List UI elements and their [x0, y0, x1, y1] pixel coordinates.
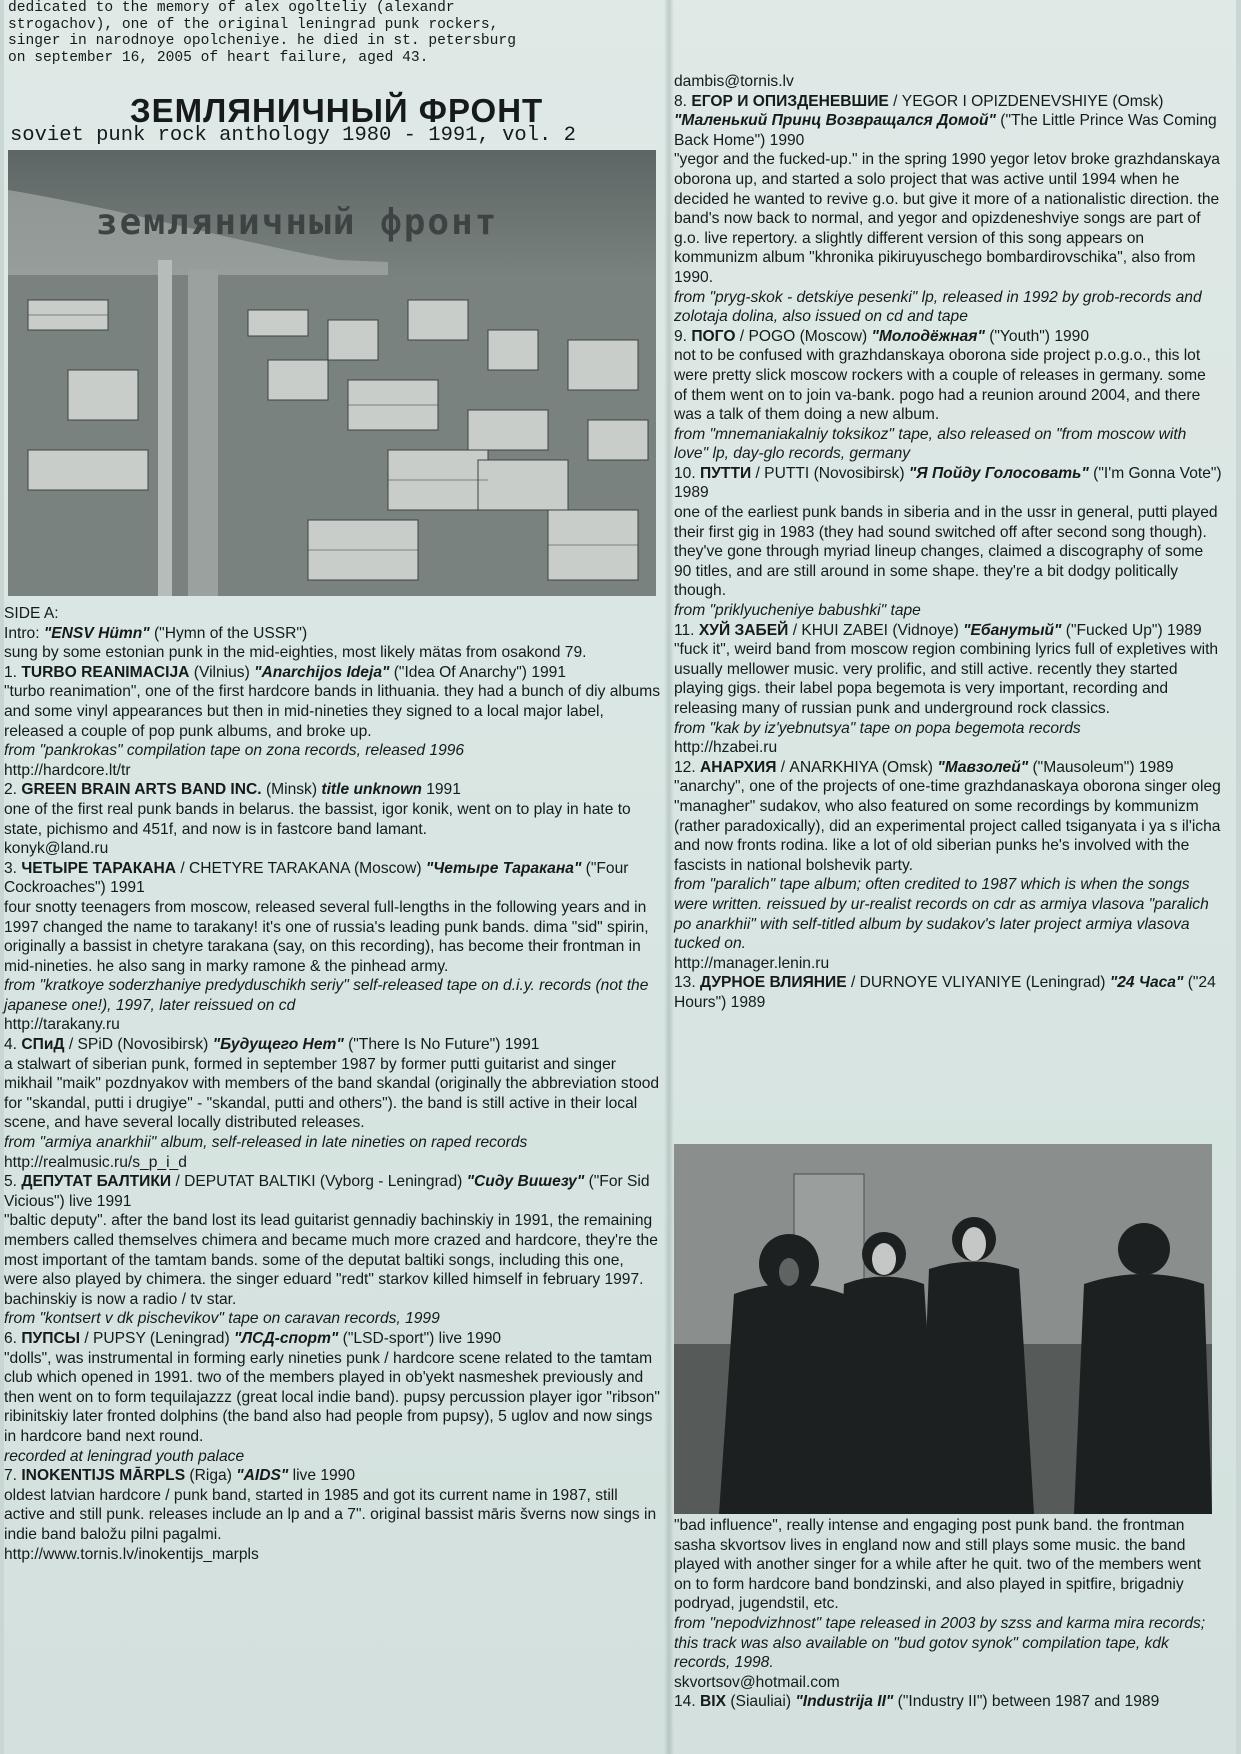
song-title: "Будущего Нет" [212, 1036, 344, 1054]
track-number: 5. [4, 1173, 22, 1191]
track-8-desc: "yegor and the fucked-up." in the spring 1990 yegor letov broke grazhdanskaya oborona up, and started a solo project that was active until 1994 when he decided he wanted to revive g.o. but give it more of a nationalistic direction. the band's now back to normal, and yegor and opizdeneshviye songs are part of g.o. live repertory. a slightly different version of this song appears on kommunizm album "khronika pikiruyuschego bombardirovschika", also from 1990. [674, 151, 1220, 286]
left-column [4, 604, 660, 1564]
track-7-desc: oldest latvian hardcore / punk band, started in 1985 and got its current name in 1987, still active and still punk. releases include an lp and a 7". original bassist māris šverns now sings in indie band baložu pilni pagalmi. [4, 1486, 657, 1543]
track-number: 7. [4, 1467, 22, 1485]
track-3-desc: four snotty teenagers from moscow, released several full-lengths in the following years and in 1997 changed the name to tarakany! it's one of russia's leading punk bands. dima "sid" spirin, originally a bassist in chetyre tarakana (say, on this recording), has become their frontman in mid-nineties. he also sang in marky ramone & the pinhead army. [4, 898, 649, 975]
band-city: / KHUI ZABEI (Vidnoye) [788, 621, 964, 639]
song-translation: ("Youth") 1990 [984, 327, 1090, 345]
track-10-heading [674, 464, 1222, 503]
song-translation: ("Industry II") between 1987 and 1989 [893, 1693, 1160, 1711]
track-number: 13. [674, 974, 701, 992]
song-translation: ("The Little Prince Was Coming Back Home") 1990 [674, 112, 1217, 149]
band-city: / DEPUTAT BALTIKI (Vyborg - Leningrad) [171, 1173, 467, 1191]
track-number: 2. [4, 781, 22, 799]
track-12-desc: "anarchy", one of the projects of one-time grazhdanaskaya oborona singer oleg "managher" sudakov, who also featured on some recordings by kommunizm (rather paradoxically), did an experimental project called tsiganyata i ya s il'icha and now fronts rodina. like a lot of old siberian punks he's involved with the fascists in national bolshevik party. [674, 778, 1221, 874]
track-6-source: recorded at leningrad youth palace [4, 1447, 245, 1465]
song-translation: ("Idea Of Anarchy") 1991 [389, 663, 567, 681]
track-2-link: konyk@land.ru [4, 840, 109, 858]
track-number: 4. [4, 1036, 22, 1054]
track-4-source: from "armiya anarkhii" album, self-released in late nineties on raped records [4, 1134, 528, 1152]
song-translation: ("Fucked Up") 1989 [1061, 621, 1202, 639]
album-subtitle: soviet punk rock anthology 1980 - 1991, vol. 2 [10, 124, 576, 147]
track-3-link: http://tarakany.ru [4, 1016, 120, 1034]
band-name: СПиД [21, 1036, 65, 1054]
track-9-source: from "mnemaniakalniy toksikoz" tape, also released on "from moscow with love" lp, day-glo records, germany [674, 425, 1187, 463]
band-name: BIX [700, 1693, 727, 1711]
top-link: dambis@tornis.lv [674, 73, 794, 90]
band-name: ДУРНОЕ ВЛИЯНИЕ [700, 974, 847, 992]
band-city: / PUTTI (Novosibirsk) [751, 464, 909, 482]
track-9-desc: not to be confused with grazhdanskaya oborona side project p.o.g.o., this lot were pretty slick moscow rockers with a couple of releases in germany. some of them went on to join va-bank. pogo had a reunion around 2004, and there was a talk of them doing a new album. [674, 347, 1206, 424]
band-name: ЕГОР И ОПИЗДЕНЕВШИЕ [691, 92, 889, 110]
band-city: / POGO (Moscow) [735, 327, 872, 345]
track-8-heading [674, 92, 1222, 151]
track-5-desc: "baltic deputy". after the band lost its lead guitarist gennadiy bachinskiy in 1991, the remaining members called themselves chimera and became much more crazed and hardcore, they're the most important of the tamtam bands. some of the deputat baltiki songs, including this one, were also played by chimera. the singer eduard "redt" starkov killed himself in february 1997. bachinskiy is now a radio / tv star. [4, 1212, 658, 1308]
right-column-bottom [674, 1516, 1222, 1712]
intro-prefix: Intro: [4, 624, 44, 642]
band-city: (Minsk) [261, 781, 322, 799]
band-name: ПУПСЫ [21, 1329, 80, 1347]
song-title: "Industrija II" [795, 1693, 894, 1711]
track-9-heading [674, 327, 1222, 347]
track-1-source: from "pankrokas" compilation tape on zona records, released 1996 [4, 742, 465, 760]
song-title: "Молодёжная" [871, 327, 985, 345]
track-number: 12. [674, 758, 701, 776]
song-translation: ("Four Cockroaches") 1991 [4, 859, 629, 897]
track-4-link: http://realmusic.ru/s_p_i_d [4, 1153, 187, 1171]
track-13-heading [674, 973, 1222, 1012]
track-2-heading [4, 780, 660, 800]
band-city: / YEGOR I OPIZDENEVSHIYE (Omsk) [888, 92, 1164, 110]
band-city: / PUPSY (Leningrad) [80, 1329, 234, 1347]
song-title: "Я Пойду Голосовать" [908, 464, 1089, 482]
song-translation: ("I'm Gonna Vote") 1989 [674, 464, 1222, 502]
song-translation: ("For Sid Vicious") live 1991 [4, 1173, 650, 1210]
track-7-heading [4, 1466, 660, 1486]
track-12-source: from "paralich" tape album; often credited to 1987 which is when the songs were written. reissued by ur-realist records on cdr as armiya vlasova "paralich po anarkhii" with self-titled album by sudakov's later project armiya vlasova tucked on. [674, 876, 1209, 953]
track-11-link: http://hzabei.ru [674, 739, 778, 757]
track-number: 11. [674, 621, 699, 639]
song-title: "ЛСД-спорт" [234, 1329, 339, 1347]
track-14-heading [674, 1692, 1222, 1712]
song-title: "Ебанутый" [963, 621, 1062, 639]
track-13-link: skvortsov@hotmail.com [674, 1673, 840, 1691]
band-city: / DURNOYE VLIYANIYE (Leningrad) [846, 974, 1110, 992]
track-11-heading [674, 621, 1222, 641]
track-4-heading [4, 1035, 660, 1055]
intro-translation: ("Hymn of the USSR") [149, 624, 308, 642]
track-3-heading [4, 859, 660, 898]
track-8-source: from "pryg-skok - detskiye pesenki" lp, released in 1992 by grob-records and zolotaja dolina, also issued on cd and tape [674, 288, 1202, 326]
track-1-link: http://hardcore.lt/tr [4, 761, 131, 779]
song-translation: ("LSD-sport") live 1990 [338, 1329, 502, 1347]
band-city: / ANARKHIYA (Omsk) [776, 758, 938, 776]
band-photo-image [674, 1144, 1212, 1514]
song-title: "Маленький Принц Возвращался Домой" [674, 112, 996, 130]
track-1-desc: "turbo reanimation", one of the first hardcore bands in lithuania. they had a bunch of diy albums and some vinyl appearances but then in mid-nineties they signed to a local major label, released a couple of pop punk albums, and broke up. [4, 683, 661, 740]
song-translation: ("24 Hours") 1989 [674, 974, 1216, 1011]
song-title: "Сиду Вишезу" [466, 1173, 585, 1191]
track-11-desc: "fuck it", weird band from moscow region combining lyrics full of expletives with usually mellower music. very prolific, and still active. recently they started playing gigs. their label popa begemota is very important, recording and releasing many of russian punk and underground rock classics. [674, 641, 1219, 717]
intro-desc: sung by some estonian punk in the mid-eighties, most likely mätas from osakond 79. [4, 644, 587, 662]
track-number: 1. [4, 663, 22, 681]
track-number: 6. [4, 1329, 22, 1347]
band-city: (Riga) [185, 1467, 237, 1485]
band-city: (Vilnius) [189, 663, 255, 681]
track-number: 10. [674, 464, 701, 482]
side-label: SIDE A: [4, 605, 59, 622]
track-11-source: from "kak by iz'yebnutsya" tape on popa begemota records [674, 719, 1081, 737]
band-city: / SPiD (Novosibirsk) [64, 1036, 213, 1054]
track-number: 14. [674, 1693, 701, 1711]
band-name: ПУТТИ [700, 464, 752, 482]
band-name: ДЕПУТАТ БАЛТИКИ [21, 1173, 172, 1191]
track-intro [4, 624, 660, 644]
song-title: "Anarchijos Ideja" [254, 663, 390, 681]
band-city: / CHETYRE TARAKANA (Moscow) [176, 859, 426, 877]
cover-image [8, 150, 656, 596]
track-1-heading [4, 663, 660, 683]
track-10-desc: one of the earliest punk bands in siberia and in the ussr in general, putti played their first gig in 1983 (they had sound switched off after second song though). they've gone through myriad lineup changes, claimed a discography of some 90 titles, and are still around in some shape. they're a bit dodgy politically though. [674, 504, 1218, 600]
song-translation: ("There Is No Future") 1991 [343, 1036, 540, 1054]
band-name: ЧЕТЫРЕ ТАРАКАНА [21, 859, 177, 877]
cover-overlay-title: земляничный фронт [96, 202, 499, 243]
dedication: dedicated to the memory of alex ogolteliy (alexandr strogachov), one of the original leningrad punk rockers, singer in narodnoye opolcheniye. he died in st. petersburg on september 16, 2005 of heart failure, aged 43. [8, 0, 516, 66]
band-city: (Siauliai) [726, 1693, 796, 1711]
track-6-desc: "dolls", was instrumental in forming early nineties punk / hardcore scene related to the tamtam club which opened in 1991. two of the members played in ob'yekt nasmeshek previously and then went on to form tequilajazzz (great local indie band). pupsy percussion player igor "ribson" ribinitskiy later fronted dolphins (the band also had people from pupsy), 5 uglov and now sings in hardcore band next round. [4, 1349, 660, 1445]
track-3-source: from "kratkoye soderzhaniye predyduschikh seriy" self-released tape on d.i.y. records (not the japanese one!), 1997, later reissued on cd [4, 977, 649, 1014]
page-fold [664, 0, 674, 1754]
band-photo [674, 1144, 1212, 1514]
track-12-link: http://manager.lenin.ru [674, 954, 830, 972]
band-name: GREEN BRAIN ARTS BAND INC. [21, 781, 262, 799]
track-6-heading [4, 1329, 660, 1349]
band-name: АНАРХИЯ [700, 758, 777, 776]
song-translation: ("Mausoleum") 1989 [1028, 758, 1174, 776]
right-column [674, 72, 1222, 1013]
track-13-desc: "bad influence", really intense and engaging post punk band. the frontman sasha skvortsov lives in england now and still plays some music. the band played with another singer for a while after he quit. two of the members went on to form hardcore band bondzinski, and also played in spitfire, brigadniy podryad, jugendstil, etc. [674, 1517, 1201, 1613]
band-name: INOKENTIJS MĀRPLS [21, 1467, 186, 1485]
track-10-source: from "priklyucheniye babushki" tape [674, 602, 921, 620]
band-name: TURBO REANIMACIJA [21, 663, 190, 681]
track-7-link: http://www.tornis.lv/inokentijs_marpls [4, 1545, 259, 1563]
track-12-heading [674, 758, 1222, 778]
intro-title: "ENSV Hümn" [43, 624, 150, 642]
track-13-source: from "nepodvizhnost" tape released in 2003 by szss and karma mira records; this track was also available on "bud gotov synok" compilation tape, kdk records, 1998. [674, 1614, 1206, 1672]
track-4-desc: a stalwart of siberian punk, formed in september 1987 by former putti guitarist and singer mikhail "maik" pozdnyakov with members of the band skandal (originally the abbreviation stood for "skandal, putti i drugiye" - "skandal, putti and others"). the band is still active in their local scene, and have several locally distributed releases. [4, 1055, 660, 1132]
band-name: ХУЙ ЗАБЕЙ [698, 621, 789, 639]
track-number: 9. [674, 327, 692, 345]
song-title: "24 Часа" [1109, 974, 1184, 992]
song-title: "AIDS" [236, 1467, 289, 1485]
track-number: 8. [674, 92, 692, 110]
song-translation: live 1990 [288, 1467, 356, 1485]
track-5-heading [4, 1172, 660, 1211]
track-5-source: from "kontsert v dk pischevikov" tape on caravan records, 1999 [4, 1310, 440, 1328]
song-title: "Четыре Таракана" [425, 859, 582, 877]
band-name: ПОГО [691, 327, 736, 345]
album-title: ЗЕМЛЯНИЧНЫЙ ФРОНТ [130, 92, 544, 129]
song-translation: 1991 [421, 781, 461, 799]
track-number: 3. [4, 859, 22, 877]
song-title: "Мавзолей" [937, 758, 1029, 776]
song-title: title unknown [321, 781, 422, 799]
track-2-desc: one of the first real punk bands in belarus. the bassist, igor konik, went on to play in hate to state, pichismo and 451f, and now is in fastcore band lamant. [4, 800, 631, 838]
